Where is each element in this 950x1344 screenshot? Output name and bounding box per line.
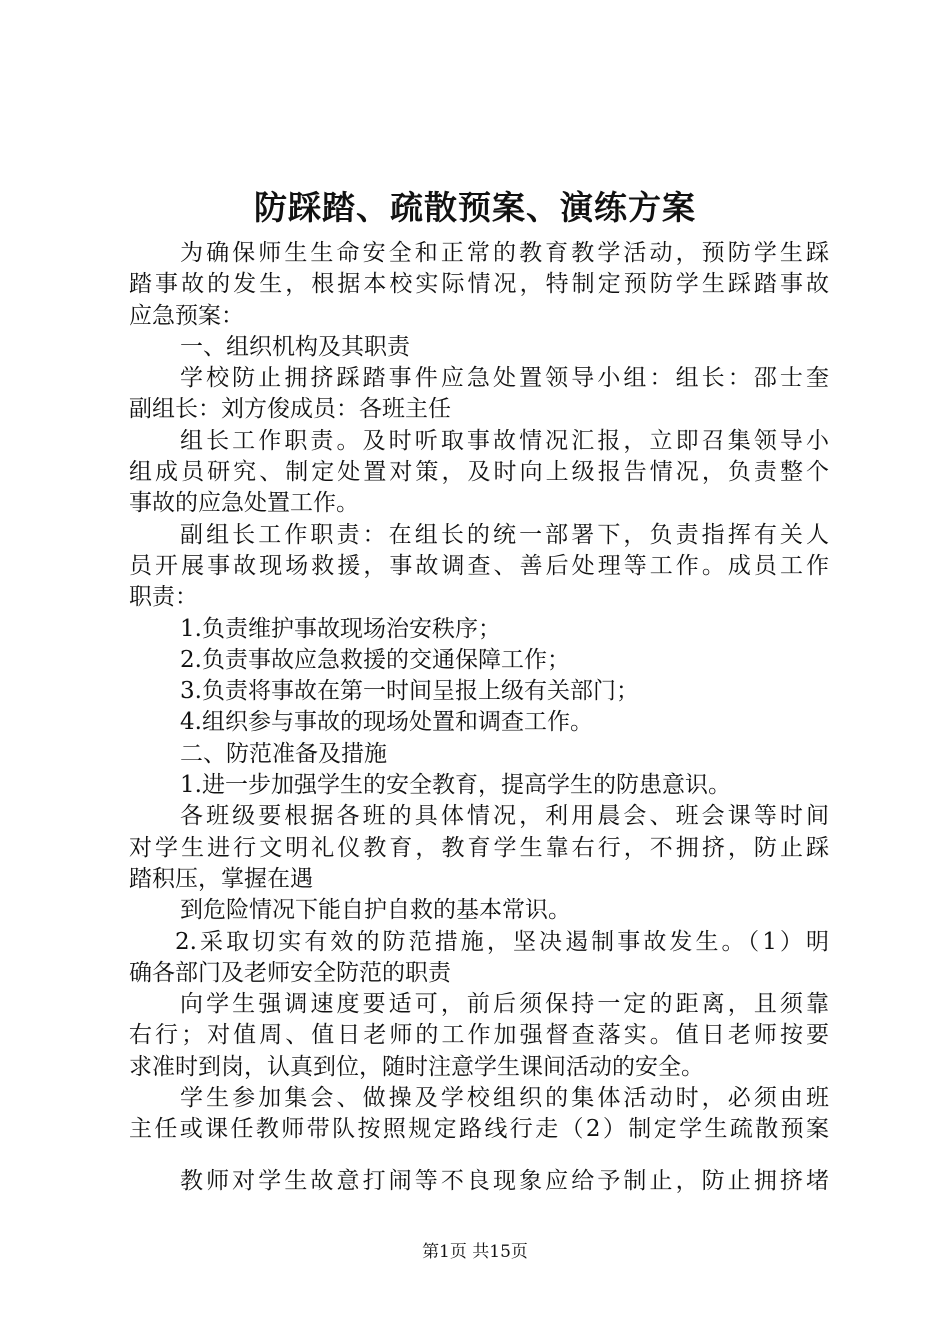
section-heading: 一、组织机构及其职责 — [180, 333, 410, 360]
paragraph-line: 2.采取切实有效的防范措施，坚决遏制事故发生。（1）明 — [175, 928, 829, 955]
paragraph-line: 副组长：刘方俊成员：各班主任 — [129, 396, 451, 423]
paragraph-line: 组长工作职责。及时听取事故情况汇报，立即召集领导小 — [180, 427, 829, 454]
paragraph-line: 对学生进行文明礼仪教育，教育学生靠右行，不拥挤，防止踩 — [129, 834, 829, 861]
paragraph-line: 学生参加集会、做操及学校组织的集体活动时，必须由班 — [180, 1085, 829, 1112]
paragraph-line: 应急预案： — [129, 302, 244, 329]
section-heading: 二、防范准备及措施 — [180, 740, 387, 767]
paragraph-line: 确各部门及老师安全防范的职责 — [129, 959, 451, 986]
paragraph-line: 组成员研究、制定处置对策，及时向上级报告情况，负责整个 — [129, 459, 829, 486]
paragraph-line: 事故的应急处置工作。 — [129, 490, 359, 517]
paragraph-line: 副组长工作职责：在组长的统一部署下，负责指挥有关人 — [180, 521, 829, 548]
page-footer: 第1页 共15页 — [422, 1242, 528, 1262]
document-title: 防踩踏、疏散预案、演练方案 — [254, 188, 696, 227]
paragraph-gap — [129, 1146, 829, 1166]
paragraph-line: 各班级要根据各班的具体情况，利用晨会、班会课等时间 — [180, 803, 829, 830]
paragraph-line: 主任或课任教师带队按照规定路线行走（2）制定学生疏散预案 — [129, 1116, 829, 1143]
paragraph-line: 员开展事故现场救援，事故调查、善后处理等工作。成员工作 — [129, 552, 829, 579]
paragraph-line: 向学生强调速度要适可，前后须保持一定的距离，且须靠 — [180, 991, 829, 1018]
list-item: 4.组织参与事故的现场处置和调查工作。 — [180, 709, 593, 736]
paragraph-line: 求准时到岗，认真到位，随时注意学生课间活动的安全。 — [129, 1053, 704, 1080]
paragraph-line: 教师对学生故意打闹等不良现象应给予制止，防止拥挤堵 — [180, 1167, 829, 1194]
paragraph-line: 踏事故的发生，根据本校实际情况，特制定预防学生踩踏事故 — [129, 271, 829, 298]
paragraph-line: 右行；对值周、值日老师的工作加强督查落实。值日老师按要 — [129, 1022, 829, 1049]
list-item: 1.负责维护事故现场治安秩序； — [180, 615, 501, 642]
document-body — [129, 238, 829, 1197]
list-item: 2.负责事故应急救援的交通保障工作； — [180, 646, 570, 673]
paragraph-line: 到危险情况下能自护自救的基本常识。 — [180, 897, 571, 924]
paragraph-line: 踏积压，掌握在遇 — [129, 865, 313, 892]
paragraph-line: 学校防止拥挤踩踏事件应急处置领导小组：组长：邵士奎 — [180, 365, 829, 392]
paragraph-line: 1.进一步加强学生的安全教育，提高学生的防患意识。 — [180, 772, 731, 799]
paragraph-line: 为确保师生生命安全和正常的教育教学活动，预防学生踩 — [180, 240, 829, 266]
paragraph-line: 职责： — [129, 584, 198, 611]
list-item: 3.负责将事故在第一时间呈报上级有关部门； — [180, 678, 639, 705]
